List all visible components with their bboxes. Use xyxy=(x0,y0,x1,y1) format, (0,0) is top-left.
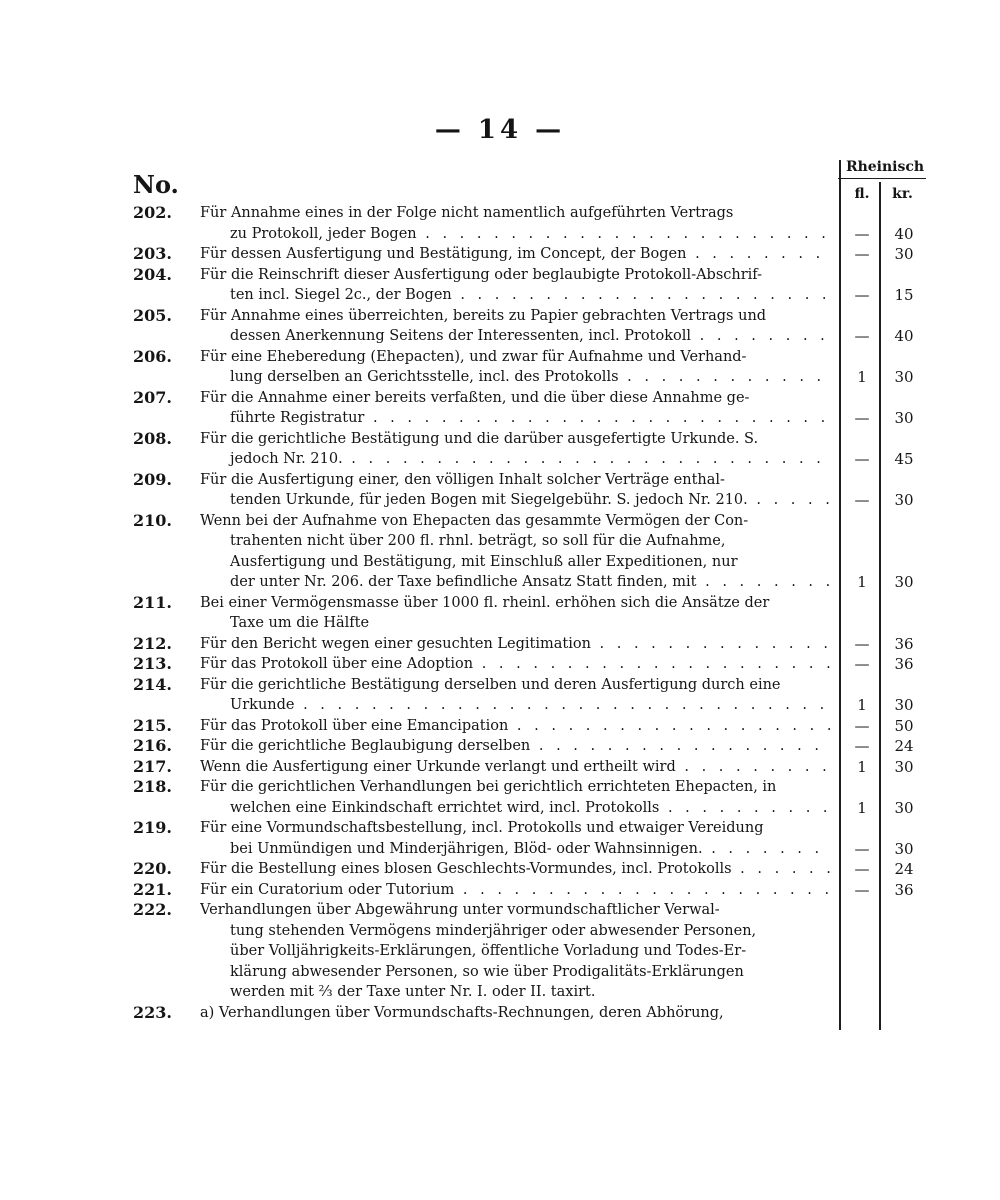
entry-number: 222. xyxy=(133,900,172,919)
entry-description-line: Ausfertigung und Bestätigung, mit Einschluß aller Expeditionen, nur xyxy=(230,553,738,570)
entry-florin-amount: 1 xyxy=(857,573,867,591)
entry-description xyxy=(200,634,832,655)
entry-florin-amount: — xyxy=(854,860,870,878)
entry-kreuzer-amount: 36 xyxy=(894,634,914,653)
entry-florin-amount: — xyxy=(854,327,870,345)
entry-description xyxy=(200,265,832,306)
entry-description xyxy=(200,880,832,901)
entry-florin-amount: — xyxy=(854,880,870,899)
entry-number: 206. xyxy=(133,346,172,366)
entry-description-line: Für Annahme eines in der Folge nicht namentlich aufgeführten Vertrags xyxy=(200,205,734,221)
entry-description-line: Für die Annahme einer bereits verfaßten, und die über diese Annahme ge- xyxy=(200,389,750,406)
entry-description xyxy=(200,388,832,429)
entry-description xyxy=(200,716,832,737)
entry-description-line: Für die gerichtliche Beglaubigung derselben . . . xyxy=(200,736,832,757)
amount-column-rule-left xyxy=(839,160,841,1030)
entry-florin-amount: — xyxy=(854,245,870,263)
entry-florin-amount: — xyxy=(854,224,870,243)
entry-description-line: jedoch Nr. 210. . . . xyxy=(200,449,832,470)
entry-florin-amount: — xyxy=(854,634,870,653)
entry-description-line: Für die Bestellung eines blosen Geschlechts-Vormundes, incl. Protokolls . . . xyxy=(200,859,832,880)
entry-kreuzer-amount: 45 xyxy=(894,450,914,468)
entry-florin-amount: 1 xyxy=(857,798,867,817)
entry-kreuzer-amount: 36 xyxy=(894,655,914,673)
entry-number: 204. xyxy=(133,264,172,284)
entry-number: 215. xyxy=(133,715,172,735)
entry-kreuzer-amount: 36 xyxy=(894,880,914,899)
entry-number: 205. xyxy=(133,305,172,325)
florin-column-header: fl. xyxy=(854,186,870,202)
entry-description-line: werden mit ⅔ der Taxe unter Nr. I. oder II. taxirt. xyxy=(230,984,596,1000)
entry-description-line: tenden Urkunde, für jeden Bogen mit Siegelgebühr. S. jedoch Nr. 210. . . . xyxy=(200,490,832,511)
number-column-label: No. xyxy=(133,170,179,199)
entry-description-line: Für ein Curatorium oder Tutorium . . . xyxy=(200,880,832,901)
kreuzer-column-header: kr. xyxy=(892,186,913,202)
entry-description-line: Urkunde . . . xyxy=(200,695,832,716)
currency-header: Rheinisch xyxy=(845,159,925,175)
entry-description-line: über Volljährigkeits-Erklärungen, öffentliche Vorladung und Todes-Er- xyxy=(230,943,747,959)
entry-description xyxy=(200,1003,832,1024)
entry-description xyxy=(200,593,832,634)
entry-description-line: Für die Ausfertigung einer, den völligen Inhalt solcher Verträge enthal- xyxy=(200,471,725,488)
entry-description-line: Wenn bei der Aufnahme von Ehepacten das gesammte Vermögen der Con- xyxy=(200,512,749,529)
entry-description-line: tung stehenden Vermögens minderjähriger oder abwesender Personen, xyxy=(230,922,757,939)
entry-kreuzer-amount: 30 xyxy=(894,573,914,591)
entry-kreuzer-amount: 15 xyxy=(894,286,914,304)
entry-description-line: Für die gerichtliche Bestätigung und die darüber ausgefertigte Urkunde. S. xyxy=(200,430,759,447)
entry-description xyxy=(200,675,832,716)
entry-number: 209. xyxy=(133,469,172,489)
entry-description xyxy=(200,203,832,244)
entry-florin-amount: — xyxy=(854,716,870,735)
entry-kreuzer-amount: 30 xyxy=(894,491,914,509)
entry-description xyxy=(200,306,832,347)
entry-description-line: welchen eine Einkindschaft errichtet wird, incl. Protokolls . . . xyxy=(200,798,832,819)
entry-description xyxy=(200,757,832,778)
amount-column-rule-middle xyxy=(879,182,881,1030)
entry-florin-amount: — xyxy=(854,409,870,427)
entry-number: 217. xyxy=(133,756,172,776)
entry-description-line: Für eine Eheberedung (Ehepacten), und zwar für Aufnahme und Verhand- xyxy=(200,348,747,365)
entry-description-line: Für den Bericht wegen einer gesuchten Legitimation . . . xyxy=(200,634,832,655)
entry-kreuzer-amount: 24 xyxy=(894,860,914,878)
entry-florin-amount: — xyxy=(854,286,870,304)
entry-kreuzer-amount: 30 xyxy=(894,368,914,386)
entry-description xyxy=(200,347,832,388)
entry-description-line: Für Annahme eines überreichten, bereits zu Papier gebrachten Vertrags und xyxy=(200,307,767,324)
entry-description-line: Für eine Vormundschaftsbestellung, incl. Protokolls und etwaiger Vereidung xyxy=(200,820,764,836)
entry-description-line: zu Protokoll, jeder Bogen . . . xyxy=(200,224,832,245)
entry-kreuzer-amount: 50 xyxy=(894,716,914,735)
entry-description-line: a) Verhandlungen über Vormundschafts-Rechnungen, deren Abhörung, xyxy=(200,1004,724,1021)
entry-number: 223. xyxy=(133,1002,172,1022)
entry-kreuzer-amount: 30 xyxy=(894,757,914,776)
entry-kreuzer-amount: 30 xyxy=(894,696,914,714)
entry-number: 211. xyxy=(133,592,172,612)
entry-number: 203. xyxy=(133,244,172,263)
entry-description xyxy=(200,818,832,859)
entry-florin-amount: — xyxy=(854,839,870,858)
entry-description-line: führte Registratur . . . xyxy=(200,408,832,429)
entry-number: 220. xyxy=(133,859,172,878)
entry-description xyxy=(200,511,832,593)
entry-number: 219. xyxy=(133,818,172,837)
entry-description-line: Für die gerichtlichen Verhandlungen bei gerichtlich errichteten Ehepacten, in xyxy=(200,779,777,795)
entry-florin-amount: 1 xyxy=(857,696,867,714)
entry-florin-amount: — xyxy=(854,450,870,468)
entry-kreuzer-amount: 30 xyxy=(894,839,914,858)
entry-florin-amount: — xyxy=(854,491,870,509)
entry-description xyxy=(200,736,832,757)
entry-description xyxy=(200,244,832,265)
entry-description-line: dessen Anerkennung Seitens der Interessenten, incl. Protokoll . . . xyxy=(200,326,832,347)
entry-number: 210. xyxy=(133,510,172,530)
entry-description-line: ten incl. Siegel 2c., der Bogen . . . xyxy=(200,285,832,306)
entry-description-line: Taxe um die Hälfte xyxy=(230,615,370,631)
entry-number: 216. xyxy=(133,736,172,755)
entry-description xyxy=(200,900,832,1003)
entry-description-line: Für das Protokoll über eine Adoption . . . xyxy=(200,654,832,675)
entry-description-line: Für dessen Ausfertigung und Bestätigung, im Concept, der Bogen . . . xyxy=(200,244,832,265)
entry-description-line: lung derselben an Gerichtsstelle, incl. des Protokolls . . . xyxy=(200,367,832,388)
entry-number: 202. xyxy=(133,203,172,222)
entry-number: 208. xyxy=(133,428,172,448)
entry-kreuzer-amount: 30 xyxy=(894,409,914,427)
entry-florin-amount: — xyxy=(854,655,870,673)
entry-kreuzer-amount: 30 xyxy=(894,798,914,817)
entry-description xyxy=(200,777,832,818)
entry-florin-amount: — xyxy=(854,737,870,755)
page-number: — 14 — xyxy=(434,115,566,145)
entry-kreuzer-amount: 40 xyxy=(894,224,914,243)
entry-description-line: Bei einer Vermögensmasse über 1000 fl. rheinl. erhöhen sich die Ansätze der xyxy=(200,594,770,611)
entry-kreuzer-amount: 30 xyxy=(894,245,914,263)
entry-description-line: Wenn die Ausfertigung einer Urkunde verlangt und ertheilt wird . . . xyxy=(200,757,832,778)
entry-kreuzer-amount: 24 xyxy=(894,737,914,755)
entry-description-line: Für die Reinschrift dieser Ausfertigung oder beglaubigte Protokoll-Abschrif- xyxy=(200,266,763,283)
entry-number: 212. xyxy=(133,633,172,653)
entry-number: 207. xyxy=(133,387,172,407)
entry-description-line: der unter Nr. 206. der Taxe befindliche Ansatz Statt finden, mit . . . xyxy=(200,572,832,593)
entry-number: 221. xyxy=(133,879,172,899)
header-rule xyxy=(838,178,926,179)
entry-description-line: Für das Protokoll über eine Emancipation . . . xyxy=(200,716,832,737)
entry-number: 214. xyxy=(133,674,172,694)
entry-florin-amount: 1 xyxy=(857,368,867,386)
entry-description-line: Verhandlungen über Abgewährung unter vormundschaftlicher Verwal- xyxy=(200,902,720,918)
entry-number: 218. xyxy=(133,777,172,796)
entry-florin-amount: 1 xyxy=(857,757,867,776)
entry-description xyxy=(200,859,832,880)
entry-description-line: klärung abwesender Personen, so wie über Prodigalitäts-Erklärungen xyxy=(230,963,744,980)
entry-description xyxy=(200,654,832,675)
entry-kreuzer-amount: 40 xyxy=(894,327,914,345)
entry-description-line: trahenten nicht über 200 fl. rhnl. beträgt, so soll für die Aufnahme, xyxy=(230,533,726,549)
entry-description-line: bei Unmündigen und Minderjährigen, Blöd- oder Wahnsinnigen. . . . xyxy=(200,839,832,860)
entry-description xyxy=(200,429,832,470)
entry-description xyxy=(200,470,832,511)
entry-number: 213. xyxy=(133,654,172,673)
entry-description-line: Für die gerichtliche Bestätigung derselben und deren Ausfertigung durch eine xyxy=(200,676,781,693)
